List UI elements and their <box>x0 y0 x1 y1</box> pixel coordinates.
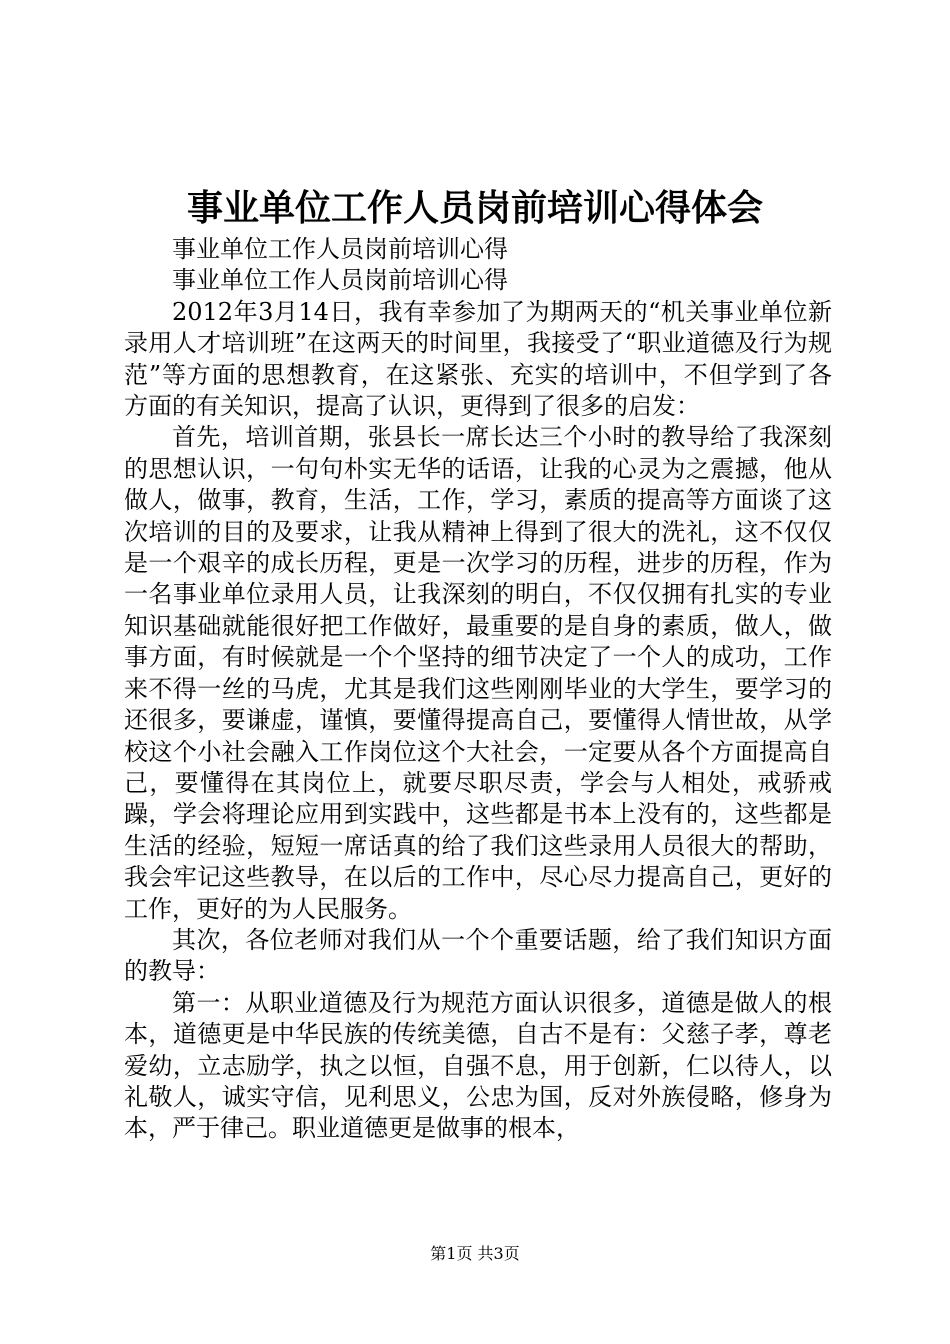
paragraph-point-one: 第一：从职业道德及行为规范方面认识很多，道德是做人的根本，道德更是中华民族的传统美德，自古不是有：父慈子孝，尊老爱幼，立志励学，执之以恒，自强不息，用于创新，仁以待人，以礼敬人，诚实守信，见利思义，公忠为国，反对外族侵略，修身为本，严于律己。职业道德更是做事的根本， <box>124 988 832 1143</box>
page-footer: 第1页 共3页 <box>430 1244 520 1263</box>
paragraph-second: 其次，各位老师对我们从一个个重要话题，给了我们知识方面的教导： <box>124 925 832 986</box>
document-body <box>124 234 832 1145</box>
paragraph-subtitle-1: 事业单位工作人员岗前培训心得 <box>172 235 508 263</box>
document-title: 事业单位工作人员岗前培训心得体会 <box>186 187 763 229</box>
paragraph-first: 首先，培训首期，张县长一席长达三个小时的教导给了我深刻的思想认识，一句句朴实无华的话语，让我的心灵为之震撼，他从做人，做事，教育，生活，工作，学习，素质的提高等方面谈了这次培训的目的及要求，让我从精神上得到了很大的洗礼，这不仅仅是一个艰辛的成长历程，更是一次学习的历程，进步的历程，作为一名事业单位录用人员，让我深刻的明白，不仅仅拥有扎实的专业知识基础就能很好把工作做好，最重要的是自身的素质，做人，做事方面，有时候就是一个个坚持的细节决定了一个人的成功，工作来不得一丝的马虎，尤其是我们这些刚刚毕业的大学生，要学习的还很多，要谦虚，谨慎，要懂得提高自己，要懂得人情世故，从学校这个小社会融入工作岗位这个大社会，一定要从各个方面提高自己，要懂得在其岗位上，就要尽职尽责，学会与人相处，戒骄戒躁，学会将理论应用到实践中，这些都是书本上没有的，这些都是生活的经验，短短一席话真的给了我们这些录用人员很大的帮助，我会牢记这些教导，在以后的工作中，尽心尽力提高自己，更好的工作，更好的为人民服务。 <box>124 423 832 923</box>
paragraph-intro: 2012年3月14日，我有幸参加了为期两天的“机关事业单位新录用人才培训班”在这两天的时间里，我接受了“职业道德及行为规范”等方面的思想教育，在这紧张、充实的培训中，不但学到了各方面的有关知识，提高了认识，更得到了很多的启发： <box>124 297 832 421</box>
paragraph-subtitle-2: 事业单位工作人员岗前培训心得 <box>172 266 508 295</box>
